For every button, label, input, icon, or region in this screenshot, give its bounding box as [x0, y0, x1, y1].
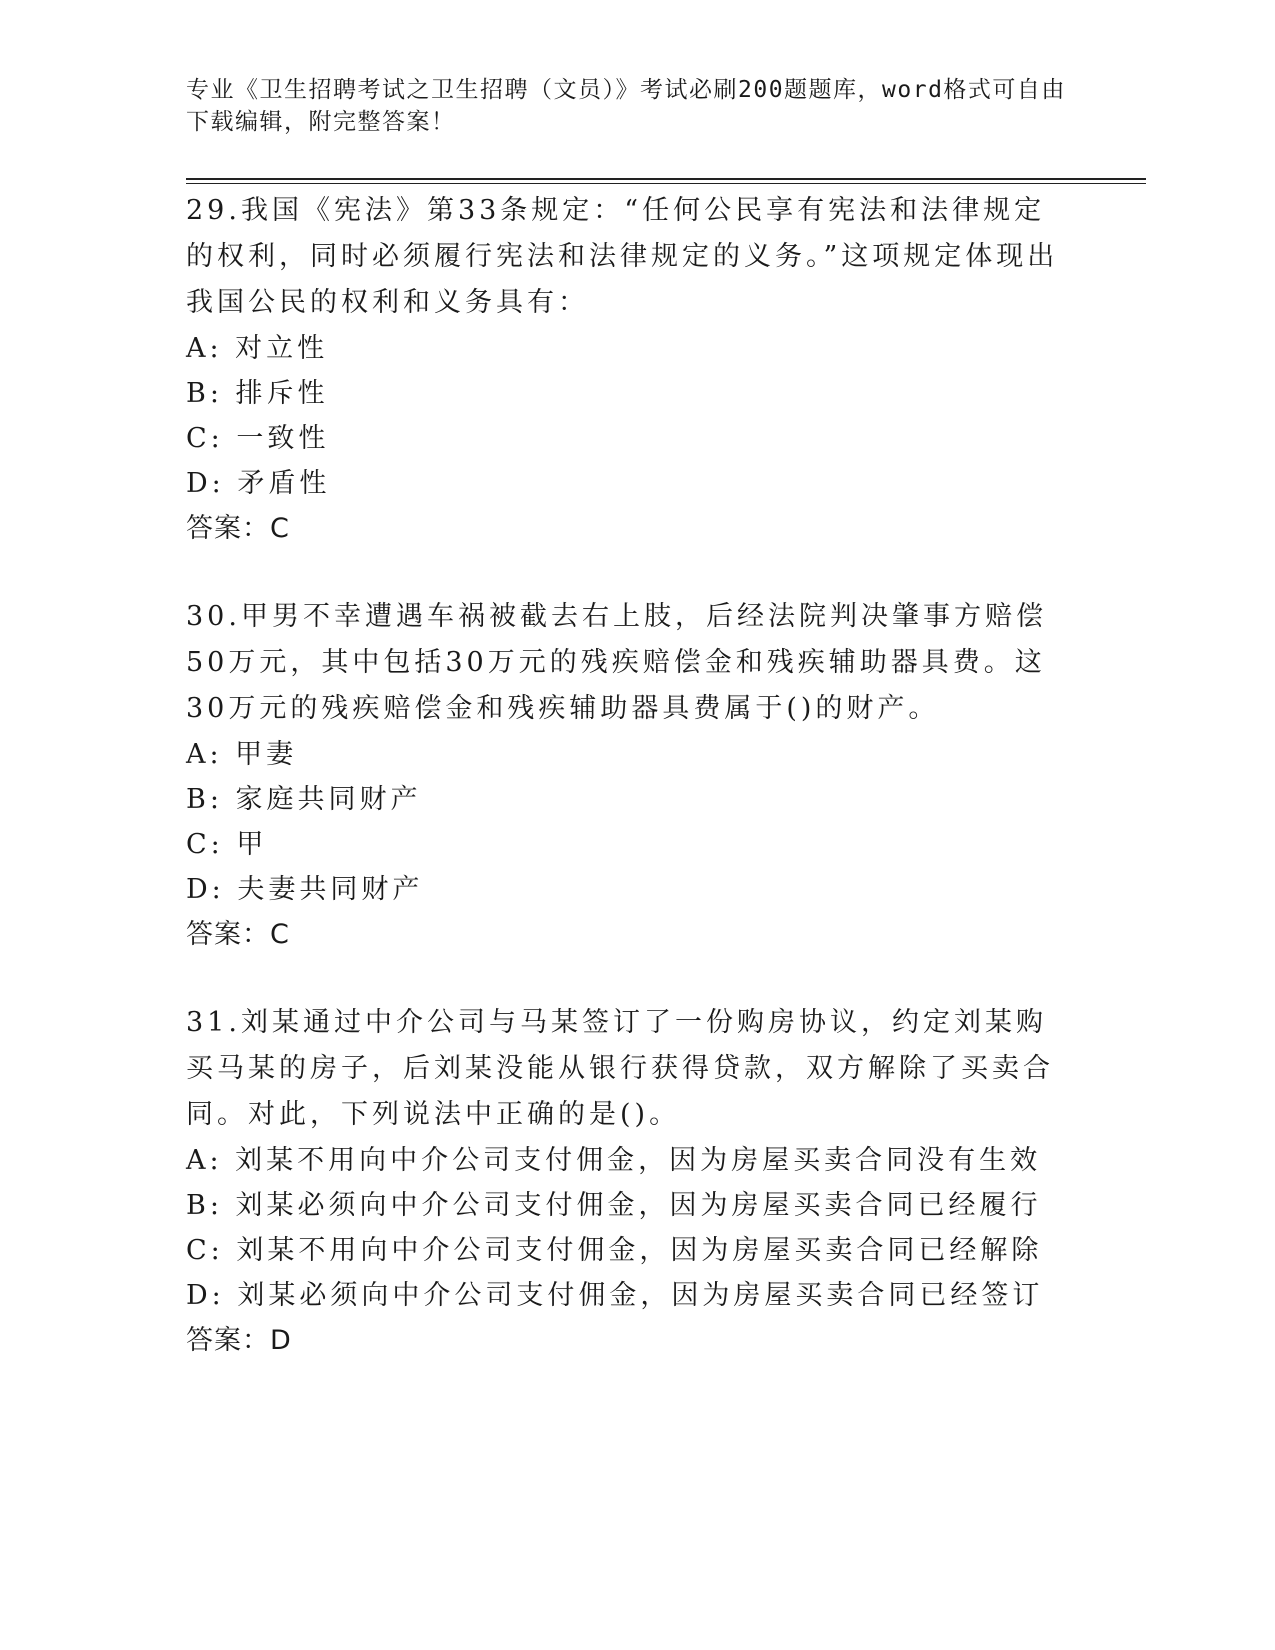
option-b: B: 排斥性: [186, 378, 329, 409]
answer-line: 答案：C: [186, 513, 290, 544]
question-stem: 31.刘某通过中介公司与马某签订了一份购房协议，约定刘某购买马某的房子，后刘某没能从银行获得贷款，双方解除了买卖合同。对此，下列说法中正确的是()。: [186, 1007, 1054, 1130]
header-rule-thin: [186, 183, 1146, 184]
option-d: D: 刘某必须向中介公司支付佣金，因为房屋买卖合同已经签订: [186, 1280, 1044, 1311]
question-30: [186, 594, 1066, 958]
question-31: [186, 1000, 1066, 1364]
option-c: C: 甲: [186, 829, 268, 860]
option-a: A: 刘某不用向中介公司支付佣金，因为房屋买卖合同没有生效: [186, 1145, 1042, 1176]
question-stem: 29.我国《宪法》第33条规定：“任何公民享有宪法和法律规定的权利，同时必须履行宪法和法律规定的义务。”这项规定体现出我国公民的权利和义务具有：: [186, 195, 1059, 318]
option-d: D: 矛盾性: [186, 468, 331, 499]
question-29: [186, 188, 1066, 552]
option-b: B: 刘某必须向中介公司支付佣金，因为房屋买卖合同已经履行: [186, 1190, 1042, 1221]
question-stem: 30.甲男不幸遭遇车祸被截去右上肢，后经法院判决肇事方赔偿50万元，其中包括30万元的残疾赔偿金和残疾辅助器具费。这30万元的残疾赔偿金和残疾辅助器具费属于()的财产。: [186, 601, 1047, 724]
option-b: B: 家庭共同财产: [186, 784, 422, 815]
option-c: C: 一致性: [186, 423, 330, 454]
option-c: C: 刘某不用向中介公司支付佣金，因为房屋买卖合同已经解除: [186, 1235, 1043, 1266]
answer-line: 答案：D: [186, 1325, 292, 1356]
question-list: [186, 188, 1066, 1406]
answer-line: 答案：C: [186, 919, 290, 950]
header-rule-thick: [186, 178, 1146, 180]
option-a: A: 对立性: [186, 333, 329, 364]
option-d: D: 夫妻共同财产: [186, 874, 424, 905]
document-header: 专业《卫生招聘考试之卫生招聘（文员）》考试必刷200题题库，word格式可自由下载编辑，附完整答案！: [186, 77, 1066, 135]
option-a: A: 甲妻: [186, 739, 298, 770]
